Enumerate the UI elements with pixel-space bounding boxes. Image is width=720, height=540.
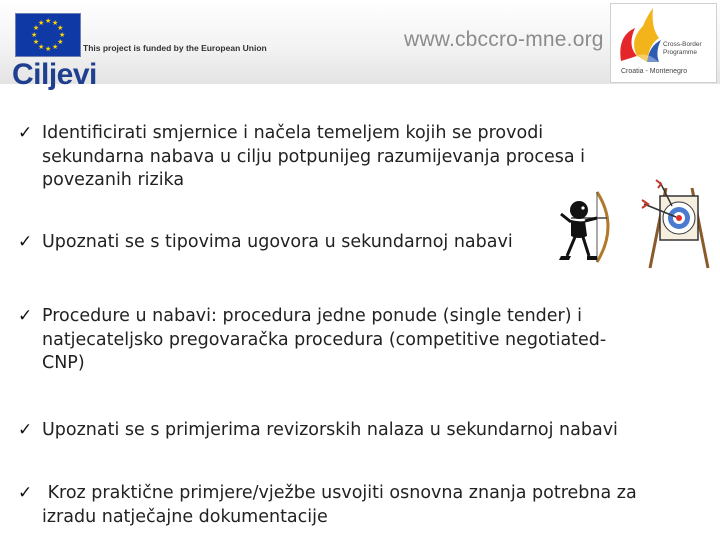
eu-star-icon: ★ (45, 45, 52, 53)
checkmark-icon: ✓ (18, 306, 33, 326)
bullet-item-2 (18, 231, 513, 255)
bullet-text-1: Identificirati smjernice i načela temeljem kojih se provodi sekundarna nabava u cilju potpunijeg razumijevanja procesa i povezanih rizika (42, 123, 586, 190)
logo-line-3: Croatia - Montenegro (621, 68, 688, 75)
eu-star-icon: ★ (32, 24, 40, 32)
checkmark-icon: ✓ (18, 232, 33, 252)
website-url: www.cbccro-mne.org (404, 28, 604, 51)
eu-star-icon: ★ (38, 43, 45, 52)
slide-header (0, 0, 720, 84)
bullet-item-4 (18, 419, 618, 443)
slide-title: Ciljevi (12, 58, 97, 91)
checkmark-icon: ✓ (18, 483, 33, 503)
eu-star-icon: ★ (31, 31, 38, 39)
eu-star-icon: ★ (32, 38, 40, 46)
programme-logo-icon (613, 6, 713, 68)
eu-star-icon: ★ (59, 31, 66, 39)
bullet-item-3 (18, 305, 606, 376)
bullet-text-2: Upoznati se s tipovima ugovora u sekundarnoj nabavi (42, 232, 513, 252)
eu-star-icon: ★ (52, 18, 59, 27)
checkmark-icon: ✓ (18, 420, 33, 440)
eu-flag-icon (15, 13, 81, 57)
bullet-text-5: Kroz praktične primjere/vježbe usvojiti osnovna znanja potrebna za izradu natječajne dokumentacije (42, 483, 637, 527)
eu-star-icon: ★ (57, 38, 64, 46)
archer-icon (557, 188, 617, 270)
eu-star-icon: ★ (45, 17, 52, 25)
logo-line-1: Cross-Border (663, 41, 702, 48)
bullet-text-4: Upoznati se s primjerima revizorskih nalaza u sekundarnoj nabavi (42, 420, 618, 440)
bullet-item-1 (18, 122, 585, 193)
logo-line-2: Programme (663, 49, 697, 56)
target-icon (640, 178, 718, 270)
programme-logo (610, 3, 717, 83)
eu-star-icon: ★ (38, 18, 45, 27)
funded-by-eu-text: This project is funded by the European Union (83, 43, 267, 53)
bullet-text-3: Procedure u nabavi: procedura jedne ponude (single tender) i natjecateljsko pregovaračka procedura (competitive negotiated- CNP) (42, 306, 607, 373)
eu-star-icon: ★ (57, 24, 64, 32)
checkmark-icon: ✓ (18, 123, 33, 143)
eu-star-icon: ★ (52, 43, 59, 52)
bullet-item-5 (18, 482, 637, 529)
